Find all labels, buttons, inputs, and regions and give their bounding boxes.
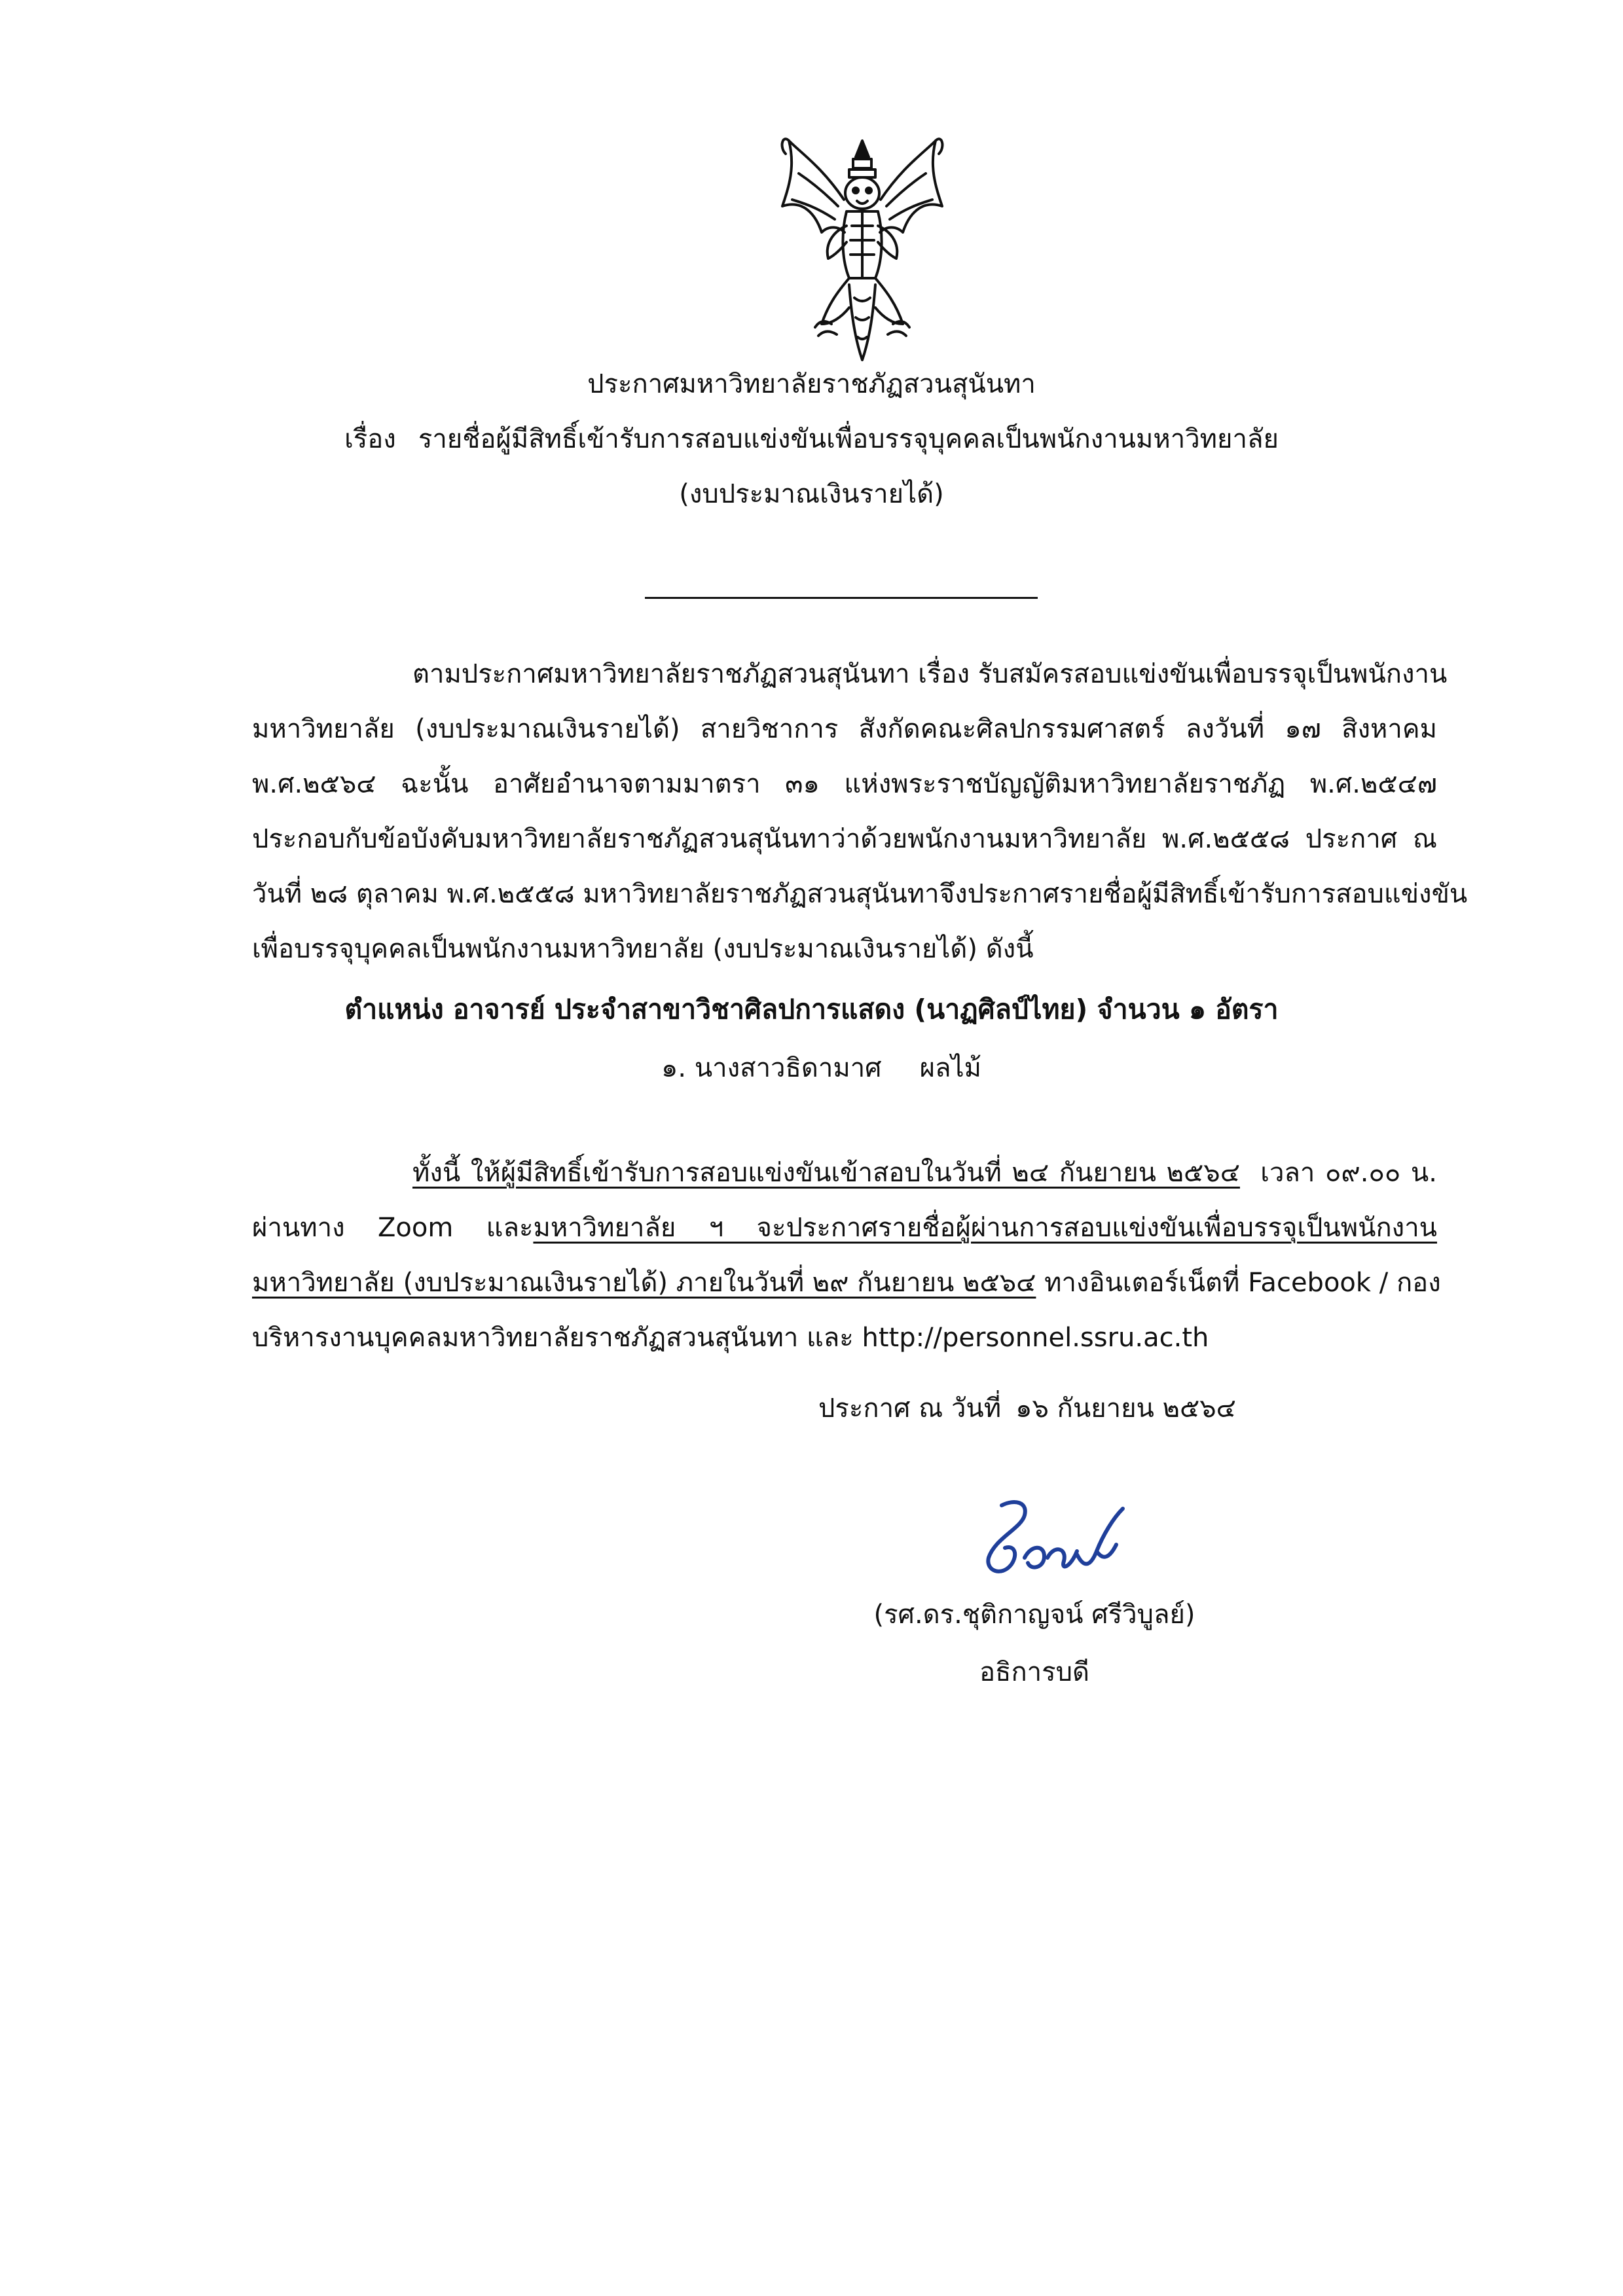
- results-date-underlined: มหาวิทยาลัย (งบประมาณเงินรายได้) ภายในวันที่ ๒๙ กันยายน ๒๕๖๔: [252, 1268, 1036, 1298]
- announcement-title: ประกาศมหาวิทยาลัยราชภัฏสวนสุนันทา: [587, 369, 1036, 399]
- garuda-emblem-icon: [776, 128, 949, 370]
- position-heading: ตำแหน่ง อาจารย์ ประจำสาขาวิชาศิลปการแสดง (นาฏศิลป์ไทย) จำนวน ๑ อัตรา: [344, 994, 1279, 1025]
- results-announcement-underlined: มหาวิทยาลัย ฯ จะประกาศรายชื่อผู้ผ่านการสอบแข่งขันเพื่อบรรจุเป็นพนักงาน: [533, 1213, 1437, 1243]
- intro-line-1: [252, 647, 1448, 702]
- announce-date-value: ๑๖ กันยายน ๒๕๖๔: [1015, 1393, 1236, 1424]
- title-divider: [645, 597, 1038, 599]
- subject-label: เรื่อง: [344, 424, 396, 454]
- exam-paragraph: [252, 1145, 1441, 1365]
- exam-line-4: บริหารงานบุคคลมหาวิทยาลัยราชภัฏสวนสุนันทา และ http://personnel.ssru.ac.th: [252, 1323, 1209, 1353]
- intro-paragraph: [252, 647, 1468, 977]
- intro-line-3: พ.ศ.๒๕๖๔ ฉะนั้น อาศัยอำนาจตามมาตรา ๓๑ แห่งพระราชบัญญัติมหาวิทยาลัยราชภัฏ พ.ศ.๒๕๔๗: [252, 769, 1437, 799]
- exam-platform: ผ่านทาง Zoom และ: [252, 1213, 534, 1243]
- list-item: [661, 1041, 981, 1096]
- signer-name: (รศ.ดร.ชุติกาญจน์ ศรีวิบูลย์): [873, 1600, 1195, 1630]
- exam-time: เวลา ๐๙.๐๐ น.: [1260, 1158, 1437, 1188]
- exam-line-1: [252, 1145, 1437, 1200]
- signer-title: อธิการบดี: [979, 1657, 1089, 1687]
- intro-line-5: วันที่ ๒๘ ตุลาคม พ.ศ.๒๕๕๘ มหาวิทยาลัยราชภัฏสวนสุนันทาจึงประกาศรายชื่อผู้มีสิทธิ์เข้ารับการสอบแข่งขัน: [252, 879, 1468, 909]
- title-block: [0, 357, 1623, 522]
- handwritten-signature-icon: [956, 1479, 1152, 1597]
- exam-date-underlined: ทั้งนี้ ให้ผู้มีสิทธิ์เข้ารับการสอบแข่งขันเข้าสอบในวันที่ ๒๔ กันยายน ๒๕๖๔: [412, 1158, 1240, 1188]
- exam-line-2: [252, 1200, 1437, 1255]
- subject-text: รายชื่อผู้มีสิทธิ์เข้ารับการสอบแข่งขันเพื่อบรรจุบุคคลเป็นพนักงานมหาวิทยาลัย: [418, 424, 1279, 454]
- candidate-name: ๑. นางสาวธิดามาศ: [661, 1053, 882, 1083]
- intro-line-4: ประกอบกับข้อบังคับมหาวิทยาลัยราชภัฏสวนสุนันทาว่าด้วยพนักงานมหาวิทยาลัย พ.ศ.๒๕๕๘ ประกาศ ณ: [252, 824, 1437, 854]
- announce-prefix: ประกาศ ณ วันที่: [818, 1393, 1002, 1424]
- intro-line-6: เพื่อบรรจุบุคคลเป็นพนักงานมหาวิทยาลัย (งบประมาณเงินรายได้) ดังนี้: [252, 934, 1034, 964]
- intro-line-2: มหาวิทยาลัย (งบประมาณเงินรายได้) สายวิชาการ สังกัดคณะศิลปกรรมศาสตร์ ลงวันที่ ๑๗ สิงหาคม: [252, 714, 1437, 744]
- exam-line-3: [252, 1255, 1441, 1310]
- results-channel: ทางอินเตอร์เน็ตที่ Facebook / กอง: [1044, 1268, 1441, 1298]
- subject-line: [0, 412, 1623, 467]
- candidate-surname: ผลไม้: [919, 1053, 981, 1083]
- intro-line-1-text: ตามประกาศมหาวิทยาลัยราชภัฏสวนสุนันทา เรื่อง รับสมัครสอบแข่งขันเพื่อบรรจุเป็นพนักงาน: [412, 659, 1448, 689]
- announcement-date: [818, 1381, 1236, 1436]
- budget-note: (งบประมาณเงินรายได้): [679, 479, 944, 509]
